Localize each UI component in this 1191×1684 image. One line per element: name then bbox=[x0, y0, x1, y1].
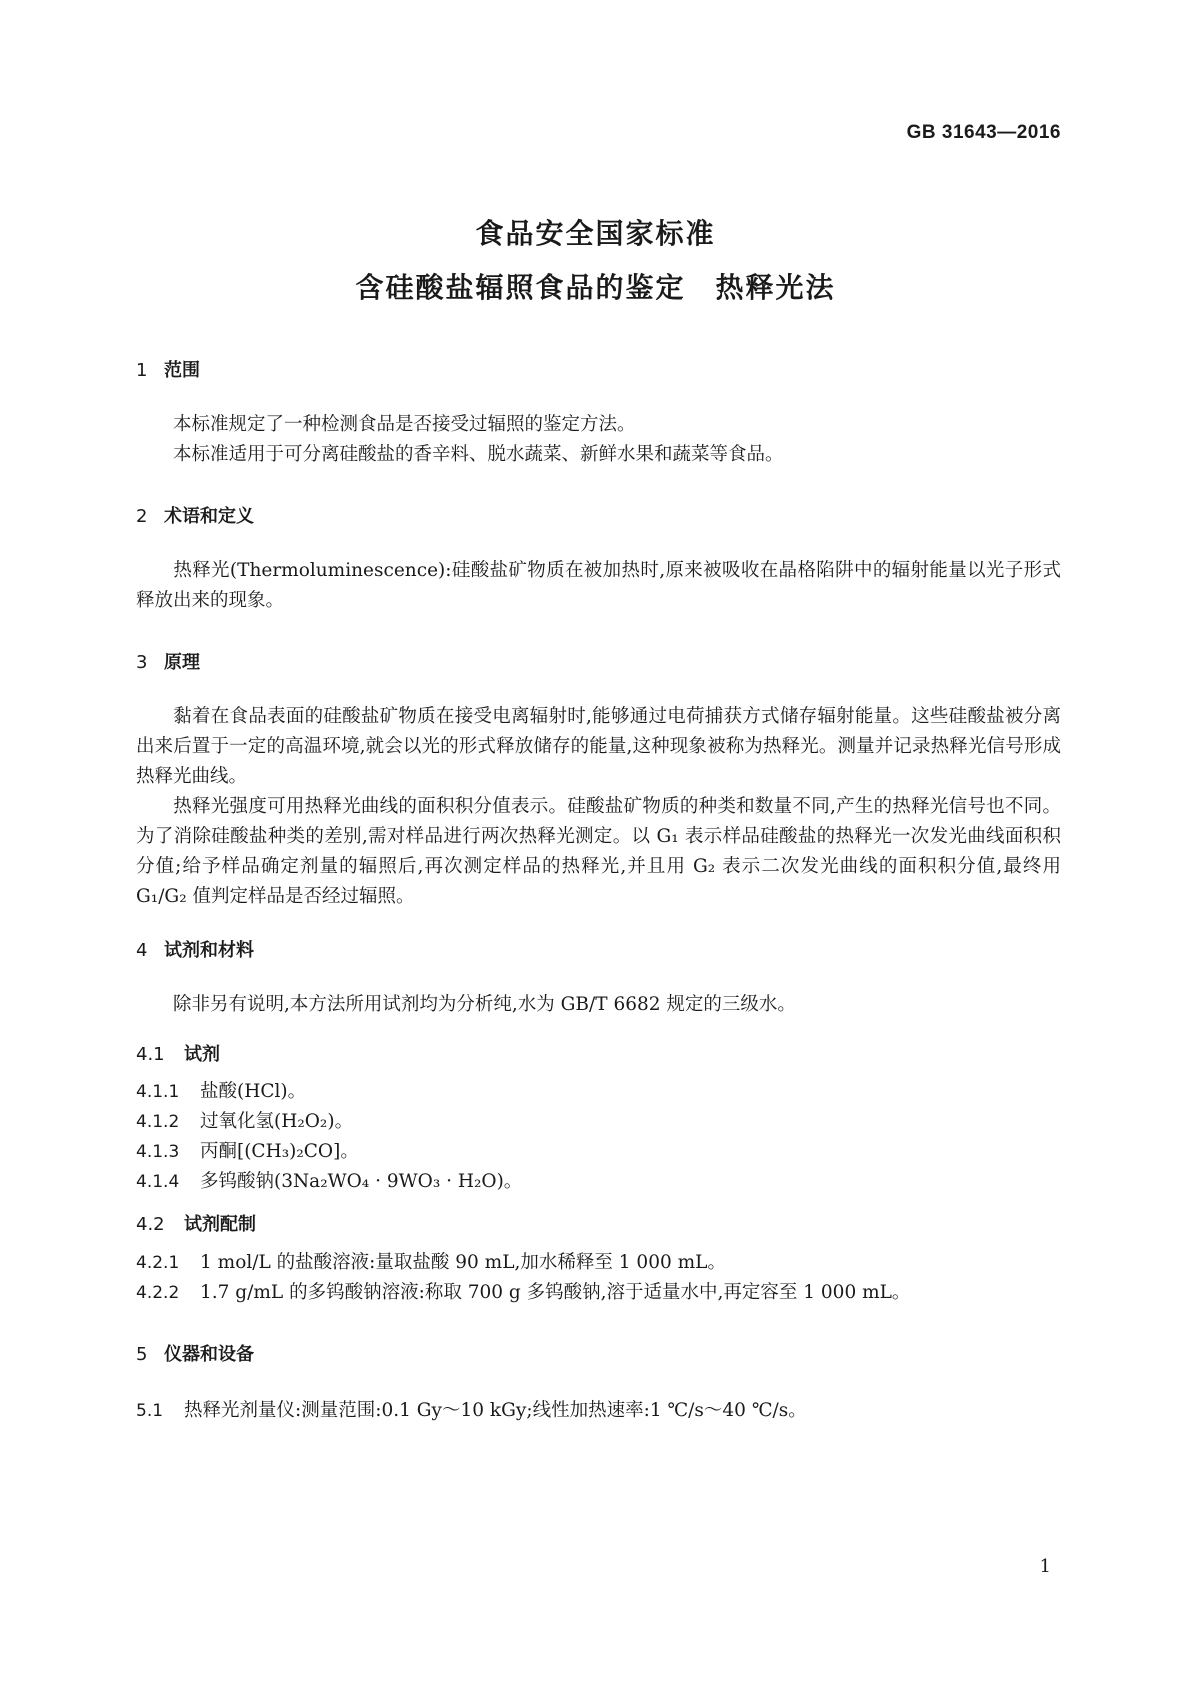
section-5-heading bbox=[136, 1340, 254, 1366]
list-item: 5.1 热释光剂量仪:测量范围:0.1 Gy～10 kGy;线性加热速率:1 ℃/s～40 ℃/s。 bbox=[136, 1400, 807, 1421]
document-title: 食品安全国家标准 bbox=[475, 217, 716, 250]
section-number: 1 bbox=[136, 360, 148, 381]
section-4-paragraph-1: 除非另有说明,本方法所用试剂均为分析纯,水为 GB/T 6682 规定的三级水。 bbox=[173, 994, 796, 1015]
list-item: 4.2.1 1 mol/L 的盐酸溶液:量取盐酸 90 mL,加水稀释至 1 000 mL。 bbox=[136, 1252, 726, 1273]
section-2-heading bbox=[136, 502, 254, 528]
section-3-paragraph-2: 热释光强度可用热释光曲线的面积积分值表示。硅酸盐矿物质的种类和数量不同,产生的热释光信号也不同。为了消除硅酸盐种类的差别,需对样品进行两次热释光测定。以 G₁ 表示样品硅酸盐的热释光一次发光曲线面积积分值;给予样品确定剂量的辐照后,再次测定样品的热释光,并且用 G₂ 表示二次发光曲线的面积积分值,最终用 G₁/G₂ 值判定样品是否经过辐照。 bbox=[136, 796, 1061, 907]
section-number: 5 bbox=[136, 1344, 148, 1365]
section-title: 仪器和设备 bbox=[164, 1344, 254, 1365]
list-item: 4.1.3 丙酮[(CH₃)₂CO]。 bbox=[136, 1141, 359, 1162]
section-4-heading bbox=[136, 936, 254, 962]
section-number: 2 bbox=[136, 506, 148, 527]
list-item: 4.1.4 多钨酸钠(3Na₂WO₄ · 9WO₃ · H₂O)。 bbox=[136, 1171, 523, 1192]
section-3-heading bbox=[136, 648, 200, 674]
section-title: 试剂和材料 bbox=[164, 940, 254, 961]
section-4-1-heading bbox=[136, 1040, 220, 1066]
section-1-paragraph-2: 本标准适用于可分离硅酸盐的香辛料、脱水蔬菜、新鲜水果和蔬菜等食品。 bbox=[173, 444, 784, 465]
section-title: 范围 bbox=[164, 360, 200, 381]
section-1-paragraph-1: 本标准规定了一种检测食品是否接受过辐照的鉴定方法。 bbox=[173, 414, 636, 435]
section-number: 4 bbox=[136, 940, 148, 961]
list-item: 4.2.2 1.7 g/mL 的多钨酸钠溶液:称取 700 g 多钨酸钠,溶于适量水中,再定容至 1 000 mL。 bbox=[136, 1282, 911, 1303]
section-2-paragraph-1: 热释光(Thermoluminescence):硅酸盐矿物质在被加热时,原来被吸收在晶格陷阱中的辐射能量以光子形式释放出来的现象。 bbox=[136, 560, 1061, 611]
section-number: 3 bbox=[136, 652, 148, 673]
section-title: 术语和定义 bbox=[164, 506, 254, 527]
standard-code: GB 31643—2016 bbox=[906, 122, 1061, 143]
list-item: 4.1.1 盐酸(HCl)。 bbox=[136, 1081, 307, 1102]
list-item: 4.1.2 过氧化氢(H₂O₂)。 bbox=[136, 1111, 354, 1132]
section-3-paragraph-1: 黏着在食品表面的硅酸盐矿物质在接受电离辐射时,能够通过电荷捕获方式储存辐射能量。这些硅酸盐被分离出来后置于一定的高温环境,就会以光的形式释放储存的能量,这种现象被称为热释光。测量并记录热释光信号形成热释光曲线。 bbox=[136, 706, 1061, 787]
document-subtitle: 含硅酸盐辐照食品的鉴定 热释光法 bbox=[355, 271, 836, 304]
subsection-number: 4.2 bbox=[136, 1214, 165, 1235]
section-4-2-heading bbox=[136, 1210, 256, 1236]
subsection-title: 试剂 bbox=[184, 1044, 220, 1065]
section-title: 原理 bbox=[164, 652, 200, 673]
section-1-heading bbox=[136, 356, 200, 382]
subsection-number: 4.1 bbox=[136, 1044, 165, 1065]
page-number: 1 bbox=[1039, 1556, 1051, 1577]
subsection-title: 试剂配制 bbox=[184, 1214, 256, 1235]
